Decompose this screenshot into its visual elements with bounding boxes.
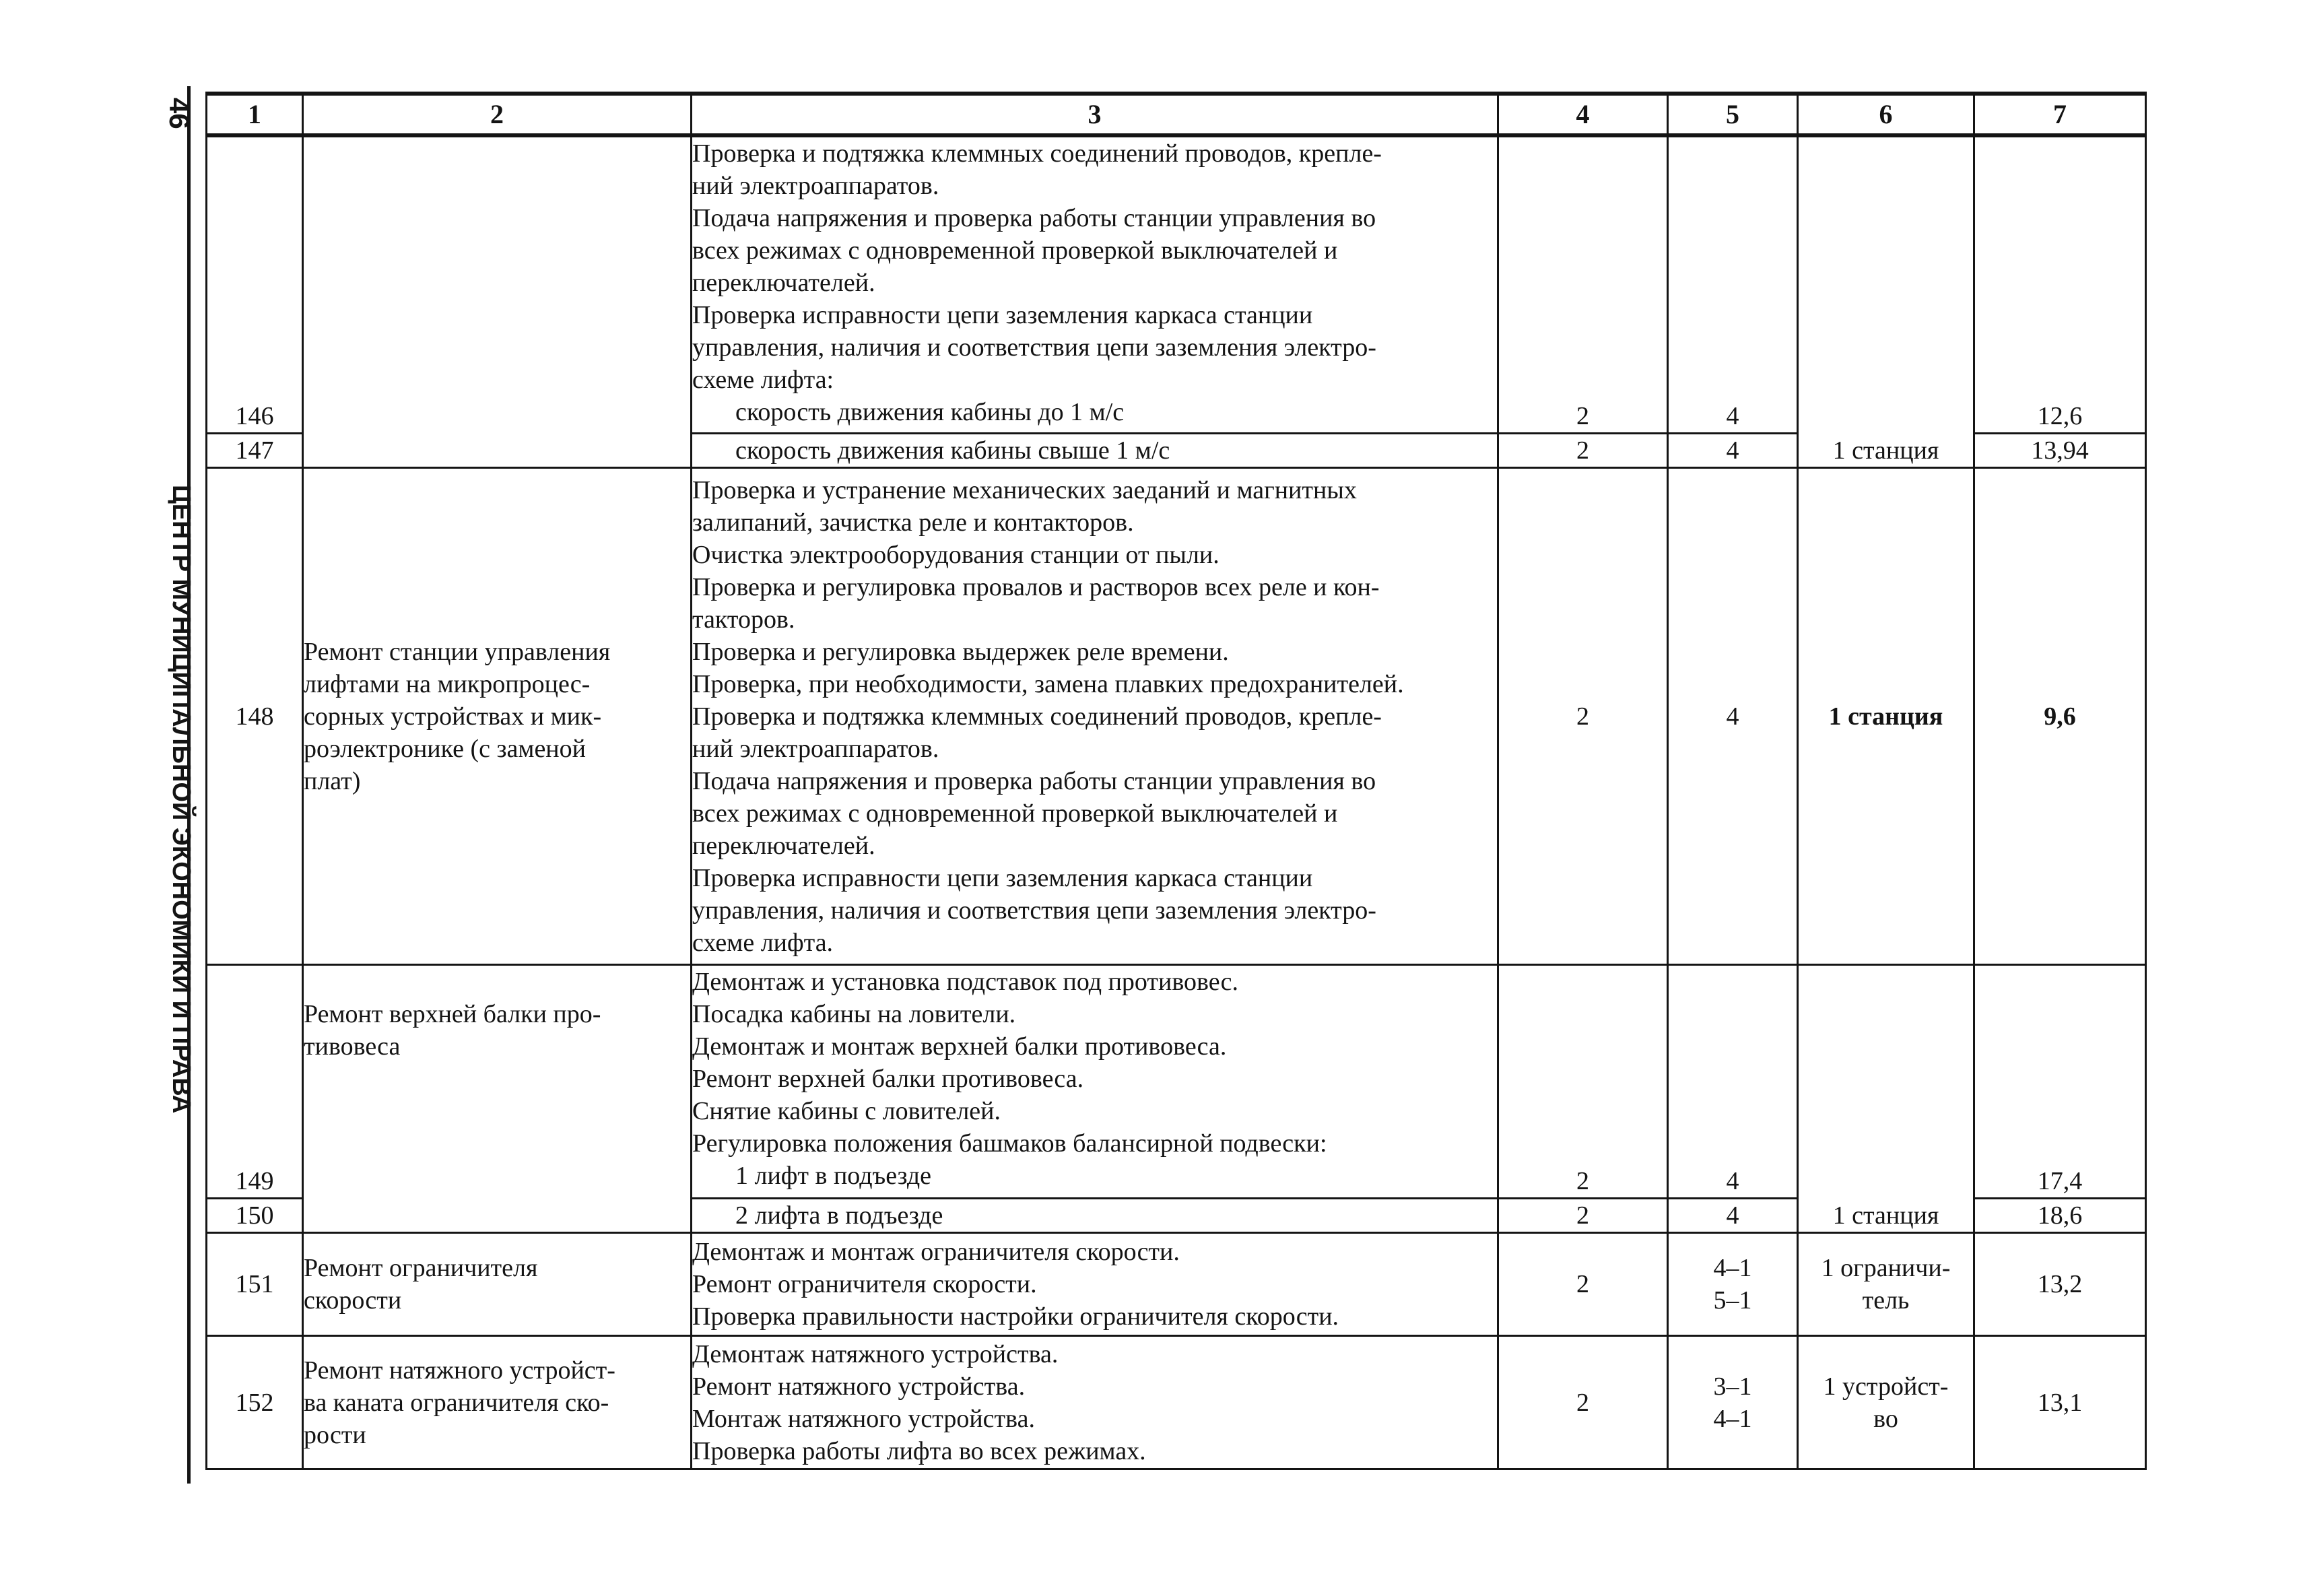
col4-value: 2: [1498, 965, 1668, 1199]
unit-cell: [1798, 468, 1974, 965]
unit-cell: [1798, 1233, 1974, 1336]
col4-value: 2: [1498, 1199, 1668, 1233]
work-name-line: ва каната ограничителя ско-: [304, 1388, 609, 1417]
table-row: [207, 1336, 2146, 1469]
col5-value: [1668, 1336, 1798, 1469]
work-line: Демонтаж натяжного устройства.: [692, 1339, 1059, 1368]
work-name-line: плат): [304, 766, 361, 795]
unit-line: 1 устройст-: [1823, 1372, 1949, 1401]
col5-value: 4: [1668, 434, 1798, 468]
work-name-cell: [303, 1233, 692, 1336]
col5-line: 5–1: [1713, 1286, 1752, 1315]
unit: 1 станция: [1828, 702, 1943, 731]
header-col-5: 5: [1668, 94, 1798, 135]
work-name-cell: [303, 1336, 692, 1469]
row-number: 149: [207, 965, 303, 1199]
norm-value: 18,6: [1974, 1199, 2146, 1233]
work-line: Ремонт верхней балки противовеса.: [692, 1065, 1084, 1093]
work-line: Проверка и устранение механических заеданий и магнитных: [692, 475, 1357, 504]
work-line: Ремонт натяжного устройства.: [692, 1372, 1026, 1401]
unit-cell: [1798, 965, 1974, 1233]
work-name-line: тивовеса: [304, 1032, 401, 1061]
header-col-6: 6: [1798, 94, 1974, 135]
col5-value: 4: [1668, 1199, 1798, 1233]
work-line: Регулировка положения башмаков балансирной подвески:: [692, 1129, 1327, 1158]
work-line: Проверка и регулировка выдержек реле времени.: [692, 637, 1229, 666]
work-line: 1 лифт в подъезде: [735, 1162, 932, 1190]
work-description: [692, 135, 1498, 434]
work-line: Демонтаж и монтаж верхней балки противовеса.: [692, 1032, 1227, 1061]
work-name-cell: [303, 965, 692, 1233]
work-line: такторов.: [692, 605, 795, 634]
work-name-line: рости: [304, 1420, 366, 1449]
work-line: скорость движения кабины до 1 м/с: [735, 398, 1125, 426]
header-col-4: 4: [1498, 94, 1668, 135]
col5-line: 4–1: [1713, 1404, 1752, 1433]
unit-line: тель: [1862, 1286, 1910, 1315]
norm-value: 13,1: [1974, 1336, 2146, 1469]
col4-value: 2: [1498, 434, 1668, 468]
work-line: переключателей.: [692, 831, 875, 860]
header-row: [207, 94, 2146, 135]
work-description: [692, 468, 1498, 965]
norm-value: 17,4: [1974, 965, 2146, 1199]
work-name-line: Ремонт ограничителя: [304, 1254, 538, 1282]
work-name-line: сорных устройствах и мик-: [304, 702, 602, 731]
work-line: всех режимах с одновременной проверкой выключателей и: [692, 799, 1338, 828]
work-line: Проверка правильности настройки ограничителя скорости.: [692, 1302, 1339, 1331]
unit: 1 станция: [1832, 436, 1939, 465]
col4-value: 2: [1498, 1233, 1668, 1336]
work-line: Ремонт ограничителя скорости.: [692, 1270, 1037, 1298]
work-description: [692, 434, 1498, 468]
header-col-7: 7: [1974, 94, 2146, 135]
work-line: ний электроаппаратов.: [692, 172, 939, 200]
side-title: ЦЕНТР МУНИЦИПАЛЬНОЙ ЭКОНОМИКИ И ПРАВА: [167, 485, 195, 1114]
unit-cell: [1798, 1336, 1974, 1469]
work-name-line: роэлектронике (с заменой: [304, 734, 586, 763]
row-number: 151: [207, 1233, 303, 1336]
table-row: [207, 135, 2146, 434]
work-name-cell: [303, 135, 692, 468]
header-col-2: 2: [303, 94, 692, 135]
norms-table: [205, 92, 2147, 1470]
row-number: 148: [207, 468, 303, 965]
unit-line: 1 ограничи-: [1821, 1254, 1951, 1282]
work-line: Подача напряжения и проверка работы станции управления во: [692, 766, 1376, 795]
work-line: схеме лифта.: [692, 928, 834, 957]
row-number: 150: [207, 1199, 303, 1233]
work-name-line: Ремонт верхней балки про-: [304, 1000, 601, 1028]
work-line: управления, наличия и соответствия цепи заземления электро-: [692, 333, 1376, 362]
col4-value: 2: [1498, 135, 1668, 434]
col5-line: 3–1: [1713, 1372, 1752, 1401]
table-row: [207, 965, 2146, 1199]
work-line: Посадка кабины на ловители.: [692, 1000, 1016, 1028]
work-line: Проверка и подтяжка клеммных соединений проводов, крепле-: [692, 702, 1382, 731]
header-col-3: 3: [692, 94, 1498, 135]
work-line: Демонтаж и установка подставок под противовес.: [692, 968, 1238, 996]
col5-value: 4: [1668, 965, 1798, 1199]
work-name-line: скорости: [304, 1286, 402, 1315]
table-row: [207, 468, 2146, 965]
row-number: 147: [207, 434, 303, 468]
work-name-line: Ремонт натяжного устройст-: [304, 1356, 615, 1385]
work-line: 2 лифта в подъезде: [735, 1201, 943, 1230]
work-line: скорость движения кабины свыше 1 м/с: [735, 436, 1170, 465]
work-line: Проверка исправности цепи заземления каркаса станции: [692, 301, 1313, 329]
col5-value: 4: [1668, 135, 1798, 434]
work-description: [692, 965, 1498, 1199]
work-line: всех режимах с одновременной проверкой выключателей и: [692, 236, 1338, 265]
col5-line: 4–1: [1713, 1254, 1752, 1282]
table-row: [207, 1233, 2146, 1336]
work-description: [692, 1199, 1498, 1233]
work-line: Подача напряжения и проверка работы станции управления во: [692, 204, 1376, 232]
work-line: Очистка электрооборудования станции от пыли.: [692, 540, 1219, 569]
work-line: Демонтаж и монтаж ограничителя скорости.: [692, 1238, 1180, 1266]
work-line: залипаний, зачистка реле и контакторов.: [692, 508, 1134, 537]
norm-value: 12,6: [1974, 135, 2146, 434]
unit-line: во: [1873, 1404, 1898, 1433]
col4-value: 2: [1498, 1336, 1668, 1469]
header-col-1: 1: [207, 94, 303, 135]
col5-value: [1668, 1233, 1798, 1336]
row-number: 152: [207, 1336, 303, 1469]
work-line: ний электроаппаратов.: [692, 734, 939, 763]
work-line: Проверка работы лифта во всех режимах.: [692, 1436, 1146, 1465]
work-name-cell: [303, 468, 692, 965]
work-line: Проверка и регулировка провалов и растворов всех реле и кон-: [692, 572, 1380, 601]
unit: 1 станция: [1832, 1201, 1939, 1230]
work-name-line: Ремонт станции управления: [304, 637, 611, 666]
work-line: Проверка исправности цепи заземления каркаса станции: [692, 863, 1313, 892]
norm-value: 9,6: [1974, 468, 2146, 965]
work-line: Проверка, при необходимости, замена плавких предохранителей.: [692, 669, 1404, 698]
work-line: Проверка и подтяжка клеммных соединений проводов, крепле-: [692, 139, 1382, 168]
work-line: Снятие кабины с ловителей.: [692, 1097, 1001, 1125]
work-name-line: лифтами на микропроцес-: [304, 669, 591, 698]
work-line: управления, наличия и соответствия цепи заземления электро-: [692, 896, 1376, 925]
work-description: [692, 1233, 1498, 1336]
work-line: Монтаж натяжного устройства.: [692, 1404, 1035, 1433]
work-line: схеме лифта:: [692, 366, 834, 394]
norm-value: 13,2: [1974, 1233, 2146, 1336]
row-number: 146: [207, 135, 303, 434]
work-line: переключателей.: [692, 269, 875, 297]
page-number: 46: [164, 98, 195, 129]
unit-cell: [1798, 135, 1974, 468]
norm-value: 13,94: [1974, 434, 2146, 468]
col5-value: 4: [1668, 468, 1798, 965]
work-description: [692, 1336, 1498, 1469]
col4-value: 2: [1498, 468, 1668, 965]
